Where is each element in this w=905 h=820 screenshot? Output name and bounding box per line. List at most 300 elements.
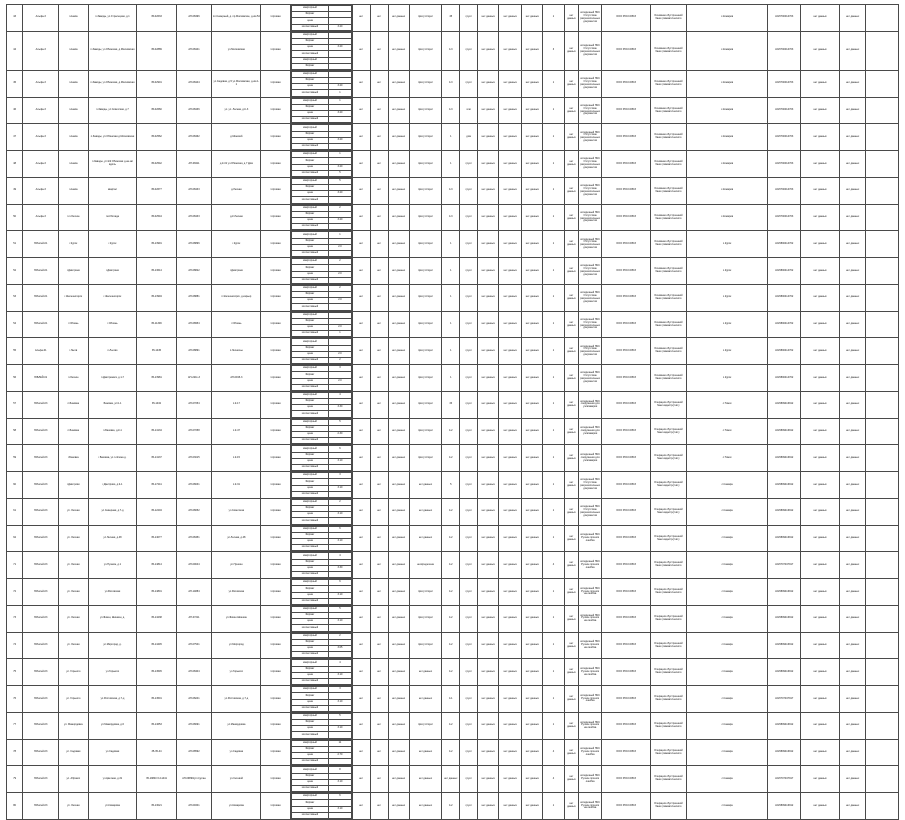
cell-address[interactable]: ул.Ростовская, д.7-д <box>212 686 261 713</box>
param-value[interactable]: 2.0 <box>329 378 351 384</box>
cell-region[interactable]: Юбилей-03 <box>23 418 59 445</box>
cell-region[interactable]: Юбилей-03 <box>23 605 59 632</box>
cell-inn[interactable]: Операция обустроенной бани грамматического <box>650 552 686 579</box>
cell-note[interactable]: нет данных <box>840 418 866 445</box>
cell-type[interactable]: торговая <box>261 605 290 632</box>
cell-f7[interactable]: нет данных <box>478 686 499 713</box>
cell-f6[interactable]: грунт <box>460 5 478 32</box>
cell-operator[interactable]: ООО РОССОЮЗ <box>602 472 651 499</box>
cell-inn[interactable]: Операция обустроенной бани кадастр/учёту <box>650 445 686 472</box>
cell-params[interactable] <box>290 365 352 392</box>
cell-region[interactable]: ЮБЛЕЙ-01 <box>23 365 59 392</box>
cell-type[interactable]: торговая <box>261 70 290 97</box>
cell-district[interactable]: ул. Горького <box>59 686 88 713</box>
cell-f9[interactable]: нет данных <box>522 70 543 97</box>
cell-f7[interactable]: нет данных <box>478 338 499 365</box>
cell-f12[interactable]: колодезный НКС Отсутствие разрешительных документов <box>579 338 602 365</box>
cell-f1[interactable]: нет <box>352 284 370 311</box>
cell-f8[interactable]: нет данных <box>499 445 522 472</box>
cell-f3[interactable]: нет данных <box>388 766 409 793</box>
cell-city[interactable]: АО/0809416912 <box>768 739 801 766</box>
param-value[interactable]: 3.20 <box>329 111 351 117</box>
param-value[interactable]: 3.10 <box>329 539 351 545</box>
cell-f1[interactable]: нет <box>352 97 370 124</box>
cell-f6[interactable]: грунт <box>460 766 478 793</box>
cell-n[interactable]: 56 <box>7 365 23 392</box>
cell-f2[interactable]: нет <box>370 31 388 70</box>
cell-operator[interactable]: ООО РОССОЮЗ <box>602 177 651 204</box>
cell-f1[interactable]: нет <box>352 5 370 32</box>
cell-f2[interactable]: нет <box>370 124 388 151</box>
cell-org[interactable]: с.Самара <box>686 632 768 659</box>
cell-f1[interactable]: нет <box>352 525 370 552</box>
cell-f1[interactable]: нет <box>352 31 370 70</box>
param-value[interactable]: 3.10 <box>329 592 351 598</box>
cell-settlement[interactable]: ул.Фотовская <box>88 579 137 606</box>
cell-settlement[interactable]: ул.Пушкин, д.1 <box>88 552 137 579</box>
cell-params[interactable] <box>290 97 352 124</box>
cell-f11[interactable]: нет данных <box>564 5 579 32</box>
cell-inn[interactable]: Основная обустроенной бани грамматического <box>650 365 686 392</box>
cell-type[interactable]: торговая <box>261 418 290 445</box>
param-value[interactable] <box>329 464 351 470</box>
cell-f11[interactable]: нет данных <box>564 605 579 632</box>
cell-f6[interactable]: грунт <box>460 712 478 739</box>
cell-org[interactable]: с.Самара <box>686 686 768 713</box>
cell-f12[interactable]: колодезный НКС Ручное прошли на ошибка <box>579 579 602 606</box>
cell-params[interactable] <box>290 605 352 632</box>
cell-city[interactable]: АО/0809416912 <box>768 659 801 686</box>
param-value[interactable]: 11 <box>329 740 351 746</box>
cell-f3[interactable]: нет данных <box>388 124 409 151</box>
param-value[interactable] <box>329 143 351 149</box>
table-row[interactable] <box>7 632 899 659</box>
table-row[interactable] <box>7 338 899 365</box>
cell-f1[interactable]: нет <box>352 445 370 472</box>
cell-district[interactable]: ул. Лесная <box>59 793 88 820</box>
param-value[interactable]: 1 <box>329 152 351 158</box>
cell-f11[interactable]: нет данных <box>564 231 579 258</box>
cell-f7[interactable]: нет данных <box>478 739 499 766</box>
cell-operator[interactable]: ООО РОССОЮЗ <box>602 739 651 766</box>
cell-settlement[interactable]: ул.Миргород, д. <box>88 632 137 659</box>
cell-f6[interactable]: грунт <box>460 177 478 204</box>
cell-f9[interactable]: нет данных <box>522 5 543 32</box>
cell-last[interactable] <box>866 632 899 659</box>
cell-settlement[interactable]: п.Заводы, ул.Советская, д.7 <box>88 97 137 124</box>
cell-inn[interactable]: Основная обустроенной бани грамматического <box>650 70 686 97</box>
cell-f9[interactable]: нет данных <box>522 472 543 499</box>
cell-org[interactable]: с.Томск <box>686 391 768 418</box>
cell-city[interactable]: АО/0700014703 <box>768 70 801 97</box>
cell-code2[interactable]: АП-08441 <box>176 31 212 70</box>
cell-f4[interactable]: присутствует <box>409 579 442 606</box>
cell-inn[interactable]: Операция обустроенной бани грамматического <box>650 632 686 659</box>
cell-f4[interactable]: присутствует <box>409 31 442 70</box>
param-value[interactable]: 3.30 <box>329 565 351 571</box>
cell-f7[interactable]: нет данных <box>478 311 499 338</box>
cell-f3[interactable]: нет данных <box>388 632 409 659</box>
cell-f4[interactable]: присутствует <box>409 204 442 231</box>
cell-f10[interactable]: 1 <box>543 793 564 820</box>
cell-f11[interactable]: нет данных <box>564 418 579 445</box>
param-value[interactable]: 2.30 <box>329 432 351 438</box>
cell-f2[interactable]: нет <box>370 70 388 97</box>
cell-f7[interactable]: нет данных <box>478 712 499 739</box>
cell-note[interactable]: нет данных <box>840 552 866 579</box>
cell-code2[interactable]: АП-08091 <box>176 712 212 739</box>
cell-f3[interactable]: нет данных <box>388 605 409 632</box>
cell-f11[interactable]: нет данных <box>564 365 579 392</box>
cell-note[interactable]: нет данных <box>840 365 866 392</box>
param-value[interactable]: 6 <box>329 794 351 800</box>
cell-f9[interactable]: нет данных <box>522 686 543 713</box>
cell-city[interactable]: АО/0809416912 <box>768 579 801 606</box>
cell-f11[interactable]: нет данных <box>564 472 579 499</box>
cell-city[interactable]: АО/0809416912 <box>768 472 801 499</box>
cell-doc[interactable]: нет данных <box>800 258 839 285</box>
cell-note[interactable]: нет данных <box>840 391 866 418</box>
cell-params[interactable] <box>290 445 352 472</box>
cell-org[interactable]: с.Самара <box>686 552 768 579</box>
cell-f6[interactable]: грунт <box>460 739 478 766</box>
cell-f10[interactable]: 1 <box>543 70 564 97</box>
cell-f3[interactable]: нет данных <box>388 472 409 499</box>
cell-city[interactable]: АО/0707047917 <box>768 766 801 793</box>
cell-district[interactable]: ул. Горького <box>59 659 88 686</box>
cell-district[interactable]: г.Анапа <box>59 177 88 204</box>
cell-last[interactable] <box>866 766 899 793</box>
cell-f5[interactable]: 45 <box>442 5 460 32</box>
cell-f8[interactable]: нет данных <box>499 739 522 766</box>
cell-region[interactable]: Юбилей-03 <box>23 632 59 659</box>
cell-f7[interactable]: нет данных <box>478 5 499 32</box>
cell-f11[interactable]: нет данных <box>564 97 579 124</box>
param-value[interactable]: 4 <box>329 660 351 666</box>
cell-f5[interactable]: 4-2 <box>442 712 460 739</box>
param-value[interactable] <box>329 411 351 417</box>
cell-address[interactable]: п.К-47 <box>212 418 261 445</box>
cell-address[interactable]: ул.Комарова <box>212 793 261 820</box>
cell-f7[interactable]: нет данных <box>478 258 499 285</box>
cell-city[interactable]: АО/0707047917 <box>768 552 801 579</box>
cell-f5[interactable]: 5 <box>442 472 460 499</box>
cell-n[interactable]: 54 <box>7 311 23 338</box>
cell-region[interactable]: Юбилей-03 <box>23 579 59 606</box>
cell-f10[interactable]: 3 <box>543 31 564 70</box>
cell-district[interactable]: ул. Лесная <box>59 579 88 606</box>
cell-settlement[interactable]: п.Заводы, ул.ЖК Обинская д.на-за/вдоль <box>88 151 137 178</box>
cell-code2[interactable]: АП-07058 <box>176 418 212 445</box>
cell-type[interactable]: торговая <box>261 579 290 606</box>
cell-f8[interactable]: нет данных <box>499 151 522 178</box>
cell-settlement[interactable]: п.Льгово <box>88 338 137 365</box>
cell-f4[interactable]: присутствует <box>409 418 442 445</box>
cell-f7[interactable]: нет данных <box>478 793 499 820</box>
cell-operator[interactable]: ООО РОССОЮЗ <box>602 659 651 686</box>
cell-f9[interactable]: нет данных <box>522 284 543 311</box>
cell-code2[interactable]: АП-08052 <box>176 498 212 525</box>
cell-last[interactable] <box>866 391 899 418</box>
cell-city[interactable]: АО/0700014703 <box>768 31 801 70</box>
cell-f4[interactable]: присутствует <box>409 712 442 739</box>
cell-n[interactable]: 52 <box>7 258 23 285</box>
cell-f6[interactable]: грунт <box>460 284 478 311</box>
cell-f4[interactable]: присутствует <box>409 177 442 204</box>
param-value[interactable]: 6 <box>329 580 351 586</box>
cell-city[interactable]: АО/0700014703 <box>768 5 801 32</box>
cell-f8[interactable]: нет данных <box>499 605 522 632</box>
cell-city[interactable]: АО/0700014703 <box>768 151 801 178</box>
cell-f6[interactable]: грунт <box>460 258 478 285</box>
cell-operator[interactable]: ООО РОССОЮЗ <box>602 151 651 178</box>
cell-f3[interactable]: нет данных <box>388 552 409 579</box>
cell-f12[interactable]: колодезный НКС Ручное прошли ошибка <box>579 552 602 579</box>
cell-org[interactable]: с.Самара <box>686 739 768 766</box>
cell-f3[interactable]: нет данных <box>388 151 409 178</box>
cell-f3[interactable]: нет данных <box>388 445 409 472</box>
cell-f9[interactable]: нет данных <box>522 365 543 392</box>
cell-code2[interactable]: АП-08451 <box>176 525 212 552</box>
cell-code1[interactable]: 35-14814 <box>137 552 176 579</box>
param-value[interactable] <box>329 63 351 69</box>
table-row[interactable] <box>7 311 899 338</box>
cell-f1[interactable]: нет <box>352 712 370 739</box>
cell-last[interactable] <box>866 498 899 525</box>
cell-f7[interactable]: нет данных <box>478 177 499 204</box>
cell-settlement[interactable]: г.Дмитрово, д.К-1 <box>88 472 137 499</box>
cell-address[interactable]: ул.Мажордовка <box>212 712 261 739</box>
cell-inn[interactable]: Операция обустроенной бани грамматического <box>650 579 686 606</box>
cell-f9[interactable]: нет данных <box>522 151 543 178</box>
cell-doc[interactable]: нет данных <box>800 552 839 579</box>
param-value[interactable] <box>329 571 351 577</box>
cell-org[interactable]: с.Комаров <box>686 177 768 204</box>
cell-f10[interactable]: 1 <box>543 124 564 151</box>
cell-f8[interactable]: нет данных <box>499 124 522 151</box>
table-row[interactable] <box>7 739 899 766</box>
cell-region[interactable]: Альфа-3 <box>23 151 59 178</box>
cell-params[interactable] <box>290 712 352 739</box>
param-value[interactable] <box>329 304 351 310</box>
cell-f7[interactable]: нет данных <box>478 391 499 418</box>
cell-f4[interactable]: присутствует <box>409 338 442 365</box>
cell-f10[interactable]: 1 <box>543 605 564 632</box>
cell-f3[interactable]: нет данных <box>388 739 409 766</box>
cell-f4[interactable]: присутствует <box>409 632 442 659</box>
cell-f5[interactable]: 4-2 <box>442 445 460 472</box>
cell-code2[interactable]: АП-08822 <box>176 258 212 285</box>
cell-params[interactable] <box>290 70 352 97</box>
cell-note[interactable]: нет данных <box>840 311 866 338</box>
table-row[interactable] <box>7 686 899 713</box>
cell-f2[interactable]: нет <box>370 284 388 311</box>
cell-f5[interactable]: 4-2 <box>442 552 460 579</box>
cell-f1[interactable]: нет <box>352 124 370 151</box>
cell-f7[interactable]: нет данных <box>478 632 499 659</box>
cell-doc[interactable]: нет данных <box>800 231 839 258</box>
cell-inn[interactable]: Основная обустроенной бани грамматического <box>650 177 686 204</box>
cell-type[interactable]: торговая <box>261 472 290 499</box>
cell-address[interactable]: г.Курск <box>212 231 261 258</box>
cell-f7[interactable]: нет данных <box>478 525 499 552</box>
cell-f5[interactable]: 1 <box>442 151 460 178</box>
cell-f9[interactable]: нет данных <box>522 605 543 632</box>
cell-f5[interactable]: 1 <box>442 231 460 258</box>
cell-f7[interactable]: нет данных <box>478 579 499 606</box>
param-value[interactable]: 3.05 <box>329 646 351 652</box>
cell-f7[interactable]: нет данных <box>478 766 499 793</box>
cell-params[interactable] <box>290 204 352 231</box>
cell-district[interactable]: п.Базовка <box>59 418 88 445</box>
cell-type[interactable]: торговая <box>261 632 290 659</box>
cell-type[interactable]: торговая <box>261 31 290 70</box>
cell-n[interactable]: 72 <box>7 579 23 606</box>
cell-f12[interactable]: колодезный НКС сооружения для узла/авария <box>579 418 602 445</box>
cell-params[interactable] <box>290 659 352 686</box>
cell-doc[interactable]: нет данных <box>800 391 839 418</box>
param-value[interactable]: 3.10 <box>329 726 351 732</box>
cell-f8[interactable]: нет данных <box>499 391 522 418</box>
cell-f6[interactable]: грунт <box>460 231 478 258</box>
cell-f1[interactable]: нет <box>352 552 370 579</box>
cell-f7[interactable]: нет данных <box>478 659 499 686</box>
cell-f3[interactable]: нет данных <box>388 204 409 231</box>
cell-last[interactable] <box>866 31 899 70</box>
cell-f2[interactable]: нет <box>370 712 388 739</box>
cell-f7[interactable]: нет данных <box>478 498 499 525</box>
cell-f3[interactable]: нет данных <box>388 498 409 525</box>
cell-f7[interactable]: нет данных <box>478 284 499 311</box>
cell-code2[interactable]: АП-08031 <box>176 472 212 499</box>
cell-code1[interactable]: 35-14134 <box>137 418 176 445</box>
cell-f7[interactable]: нет данных <box>478 445 499 472</box>
cell-code1[interactable]: 35-14238 <box>137 605 176 632</box>
cell-params[interactable] <box>290 284 352 311</box>
cell-type[interactable]: торговая <box>261 311 290 338</box>
cell-f4[interactable]: нет данных <box>409 498 442 525</box>
param-value[interactable]: 3.20 <box>329 218 351 224</box>
cell-code2[interactable]: АП-08954 <box>176 311 212 338</box>
cell-region[interactable]: Юбилей-03 <box>23 686 59 713</box>
cell-f12[interactable]: колодезный НКС Отсутствие разрешительных документов <box>579 204 602 231</box>
cell-doc[interactable]: нет данных <box>800 605 839 632</box>
cell-region[interactable]: Юбилей-03 <box>23 525 59 552</box>
cell-f5[interactable]: 1 <box>442 338 460 365</box>
cell-f5[interactable]: 4-2 <box>442 793 460 820</box>
cell-f9[interactable]: нет данных <box>522 793 543 820</box>
cell-org[interactable]: с.Самара <box>686 793 768 820</box>
cell-f7[interactable]: нет данных <box>478 70 499 97</box>
param-value[interactable] <box>329 518 351 524</box>
cell-n[interactable]: 49 <box>7 177 23 204</box>
cell-org[interactable]: с.Комаров <box>686 124 768 151</box>
cell-f2[interactable]: нет <box>370 231 388 258</box>
cell-doc[interactable]: нет данных <box>800 418 839 445</box>
cell-address[interactable]: ул.Садовая <box>212 739 261 766</box>
cell-f3[interactable]: нет данных <box>388 338 409 365</box>
cell-inn[interactable]: Основная обустроенной бани грамматического <box>650 151 686 178</box>
table-row[interactable] <box>7 365 899 392</box>
cell-f2[interactable]: нет <box>370 365 388 392</box>
cell-last[interactable] <box>866 712 899 739</box>
cell-doc[interactable]: нет данных <box>800 5 839 32</box>
cell-f5[interactable]: 4-2 <box>442 579 460 606</box>
cell-f3[interactable]: нет данных <box>388 391 409 418</box>
param-value[interactable]: 3.10 <box>329 699 351 705</box>
cell-code2[interactable]: АП-08241 <box>176 686 212 713</box>
cell-f4[interactable]: присутствует <box>409 284 442 311</box>
cell-params[interactable] <box>290 124 352 151</box>
cell-f9[interactable]: нет данных <box>522 418 543 445</box>
cell-f11[interactable]: нет данных <box>564 311 579 338</box>
cell-f8[interactable]: нет данных <box>499 365 522 392</box>
cell-doc[interactable]: нет данных <box>800 793 839 820</box>
cell-code1[interactable]: 35-12204 <box>137 498 176 525</box>
cell-params[interactable] <box>290 552 352 579</box>
cell-settlement[interactable]: п.Заводы, ул.Обинская, д.Московская <box>88 31 137 70</box>
cell-params[interactable] <box>290 766 352 793</box>
cell-operator[interactable]: ООО РОССОЮЗ <box>602 498 651 525</box>
cell-f1[interactable]: нет <box>352 231 370 258</box>
cell-n[interactable]: 53 <box>7 284 23 311</box>
param-value[interactable] <box>329 652 351 658</box>
cell-f5[interactable]: 4-2 <box>442 632 460 659</box>
cell-f10[interactable]: 1 <box>543 418 564 445</box>
cell-code2[interactable]: АП-09341 <box>176 793 212 820</box>
cell-operator[interactable]: ООО РОССОЮЗ <box>602 686 651 713</box>
cell-settlement[interactable]: г.Базовка, ул.п-4/зона д. <box>88 445 137 472</box>
cell-last[interactable] <box>866 284 899 311</box>
cell-note[interactable]: нет данных <box>840 686 866 713</box>
cell-f5[interactable]: 4-1 <box>442 686 460 713</box>
cell-f8[interactable]: нет данных <box>499 231 522 258</box>
param-value[interactable]: 3 <box>329 687 351 693</box>
cell-address[interactable]: ул.Фокин Шишкин <box>212 605 261 632</box>
cell-type[interactable]: торговая <box>261 659 290 686</box>
cell-params[interactable] <box>290 391 352 418</box>
cell-f10[interactable]: 1 <box>543 177 564 204</box>
param-value[interactable]: 2 <box>329 499 351 505</box>
cell-f10[interactable]: 4 <box>543 739 564 766</box>
cell-f1[interactable]: нет <box>352 391 370 418</box>
cell-f6[interactable]: грунт <box>460 605 478 632</box>
cell-district[interactable]: г.Анапа <box>59 5 88 32</box>
cell-f9[interactable]: нет данных <box>522 177 543 204</box>
cell-params[interactable] <box>290 338 352 365</box>
cell-district[interactable]: г.Анапа <box>59 124 88 151</box>
cell-f12[interactable]: колодезный НКС Отсутствие разрешительных документов <box>579 70 602 97</box>
param-value[interactable]: 3 <box>329 473 351 479</box>
cell-f12[interactable]: колодезный НКС сооружения для узла/авария <box>579 391 602 418</box>
cell-params[interactable] <box>290 418 352 445</box>
cell-note[interactable]: нет данных <box>840 766 866 793</box>
cell-f1[interactable]: нет <box>352 498 370 525</box>
cell-f7[interactable]: нет данных <box>478 204 499 231</box>
cell-f1[interactable]: нет <box>352 632 370 659</box>
cell-type[interactable]: торговая <box>261 204 290 231</box>
cell-note[interactable]: нет данных <box>840 605 866 632</box>
cell-district[interactable]: г.Льгов <box>59 338 88 365</box>
cell-f6[interactable]: грунт <box>460 204 478 231</box>
cell-code2[interactable]: АП-09044 <box>176 552 212 579</box>
cell-f10[interactable]: 1 <box>543 445 564 472</box>
cell-inn[interactable]: Основная обустроенной бани грамматического <box>650 284 686 311</box>
cell-settlement[interactable]: г.Дмитриев <box>88 258 137 285</box>
cell-org[interactable]: с.Комаров <box>686 70 768 97</box>
cell-params[interactable] <box>290 231 352 258</box>
cell-doc[interactable]: нет данных <box>800 445 839 472</box>
